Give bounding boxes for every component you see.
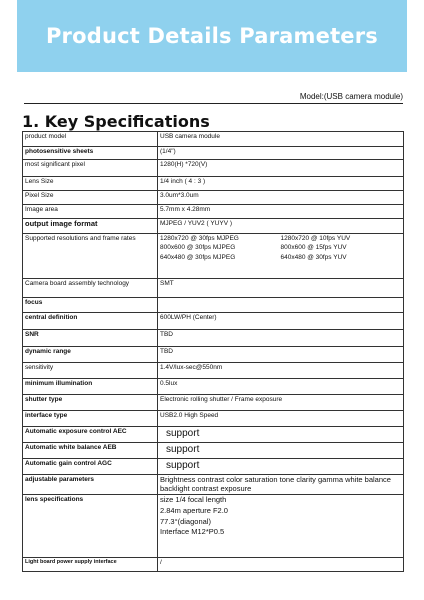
spec-value: 5.7mm x 4.28mm bbox=[158, 205, 404, 219]
spec-value: MJPEG / YUV2 ( YUYV ) bbox=[158, 219, 404, 234]
spec-label: central definition bbox=[23, 313, 158, 330]
table-row bbox=[23, 191, 404, 205]
spec-label: Supported resolutions and frame rates bbox=[23, 234, 158, 279]
spec-label: photosensitive sheets bbox=[23, 147, 158, 160]
spec-label: adjustable parameters bbox=[23, 475, 158, 495]
spec-label: lens specifications bbox=[23, 495, 158, 558]
spec-label: Pixel Size bbox=[23, 191, 158, 205]
list-item: 640x480 @ 30fps YUV bbox=[280, 253, 347, 261]
table-row bbox=[23, 395, 404, 411]
spec-value: 1.4V/lux-sec@550nm bbox=[158, 363, 404, 379]
spec-label: minimum illumination bbox=[23, 379, 158, 395]
spec-label: Automatic gain control AGC bbox=[23, 459, 158, 475]
spec-value: support bbox=[158, 459, 404, 475]
lens-line: Interface M12*P0.5 bbox=[160, 527, 225, 537]
table-row bbox=[23, 177, 404, 191]
spec-label: Light board power supply interface bbox=[23, 558, 158, 572]
table-row bbox=[23, 379, 404, 395]
spec-value bbox=[158, 298, 404, 313]
model-line bbox=[24, 91, 403, 104]
table-row bbox=[23, 347, 404, 363]
list-item: 1280x720 @ 30fps MJPEG bbox=[160, 235, 239, 242]
table-row bbox=[23, 411, 404, 427]
spec-table bbox=[22, 131, 404, 572]
spec-value: support bbox=[158, 443, 404, 459]
spec-value bbox=[158, 495, 404, 558]
spec-value: 1280(H) *720(V) bbox=[158, 160, 404, 177]
spec-value: TBD bbox=[158, 330, 404, 347]
spec-label: most significant pixel bbox=[23, 160, 158, 177]
spec-value: USB2.0 High Speed bbox=[158, 411, 404, 427]
spec-value: 1/4 inch ( 4 : 3 ) bbox=[158, 177, 404, 191]
spec-value: support bbox=[158, 427, 404, 443]
spec-value bbox=[158, 234, 404, 279]
yuv-list bbox=[281, 235, 402, 263]
table-row bbox=[23, 495, 404, 558]
table-row bbox=[23, 279, 404, 298]
table-row bbox=[23, 132, 404, 147]
list-item: 800x600 @ 15fps YUV bbox=[280, 244, 347, 252]
spec-label: dynamic range bbox=[23, 347, 158, 363]
table-row bbox=[23, 475, 404, 495]
spec-label: focus bbox=[23, 298, 158, 313]
spec-label: product model bbox=[23, 132, 158, 147]
table-row bbox=[23, 558, 404, 572]
table-row bbox=[23, 313, 404, 330]
spec-label: Image area bbox=[23, 205, 158, 219]
table-row bbox=[23, 443, 404, 459]
spec-label: Camera board assembly technology bbox=[23, 279, 158, 298]
table-row bbox=[23, 160, 404, 177]
spec-value: Electronic rolling shutter / Frame exposure bbox=[158, 395, 404, 411]
model-label: Model:(USB camera module) bbox=[299, 92, 403, 101]
spec-label: sensitivity bbox=[23, 363, 158, 379]
spec-value: Brightness contrast color saturation tone clarity gamma white balance backlight contrast exposure bbox=[158, 475, 404, 495]
title-banner bbox=[17, 0, 407, 72]
lens-line: 2.84m aperture F2.0 bbox=[160, 505, 228, 515]
spec-value: 600LW/PH (Center) bbox=[158, 313, 404, 330]
spec-value: (1/4") bbox=[158, 147, 404, 160]
table-row bbox=[23, 205, 404, 219]
spec-value: TBD bbox=[158, 347, 404, 363]
spec-value: 3.0um*3.0um bbox=[158, 191, 404, 205]
list-item: 1280x720 @ 10fps YUV bbox=[280, 235, 351, 242]
lens-line: size 1/4 focal length bbox=[160, 495, 227, 505]
table-row bbox=[23, 234, 404, 279]
table-row bbox=[23, 219, 404, 234]
spec-label: SNR bbox=[23, 330, 158, 347]
list-item: 640x480 @ 30fps MJPEG bbox=[160, 253, 236, 261]
table-row bbox=[23, 330, 404, 347]
table-row bbox=[23, 459, 404, 475]
spec-label: Automatic white balance AEB bbox=[23, 443, 158, 459]
spec-label: output image format bbox=[23, 219, 158, 234]
list-item: 800x600 @ 30fps MJPEG bbox=[160, 244, 236, 252]
spec-value: / bbox=[158, 558, 404, 572]
spec-label: shutter type bbox=[23, 395, 158, 411]
spec-value: USB camera module bbox=[158, 132, 404, 147]
table-row bbox=[23, 147, 404, 160]
lens-line: 77.3°(diagonal) bbox=[160, 516, 211, 526]
spec-label: interface type bbox=[23, 411, 158, 427]
table-row bbox=[23, 363, 404, 379]
spec-label: Automatic exposure control AEC bbox=[23, 427, 158, 443]
section-title: 1. Key Specifications bbox=[22, 112, 210, 131]
spec-value: SMT bbox=[158, 279, 404, 298]
spec-value: 0.5lux bbox=[158, 379, 404, 395]
table-row bbox=[23, 427, 404, 443]
table-row bbox=[23, 298, 404, 313]
mjpeg-list bbox=[160, 235, 281, 263]
spec-label: Lens Size bbox=[23, 177, 158, 191]
page-title: Product Details Parameters bbox=[45, 24, 379, 48]
